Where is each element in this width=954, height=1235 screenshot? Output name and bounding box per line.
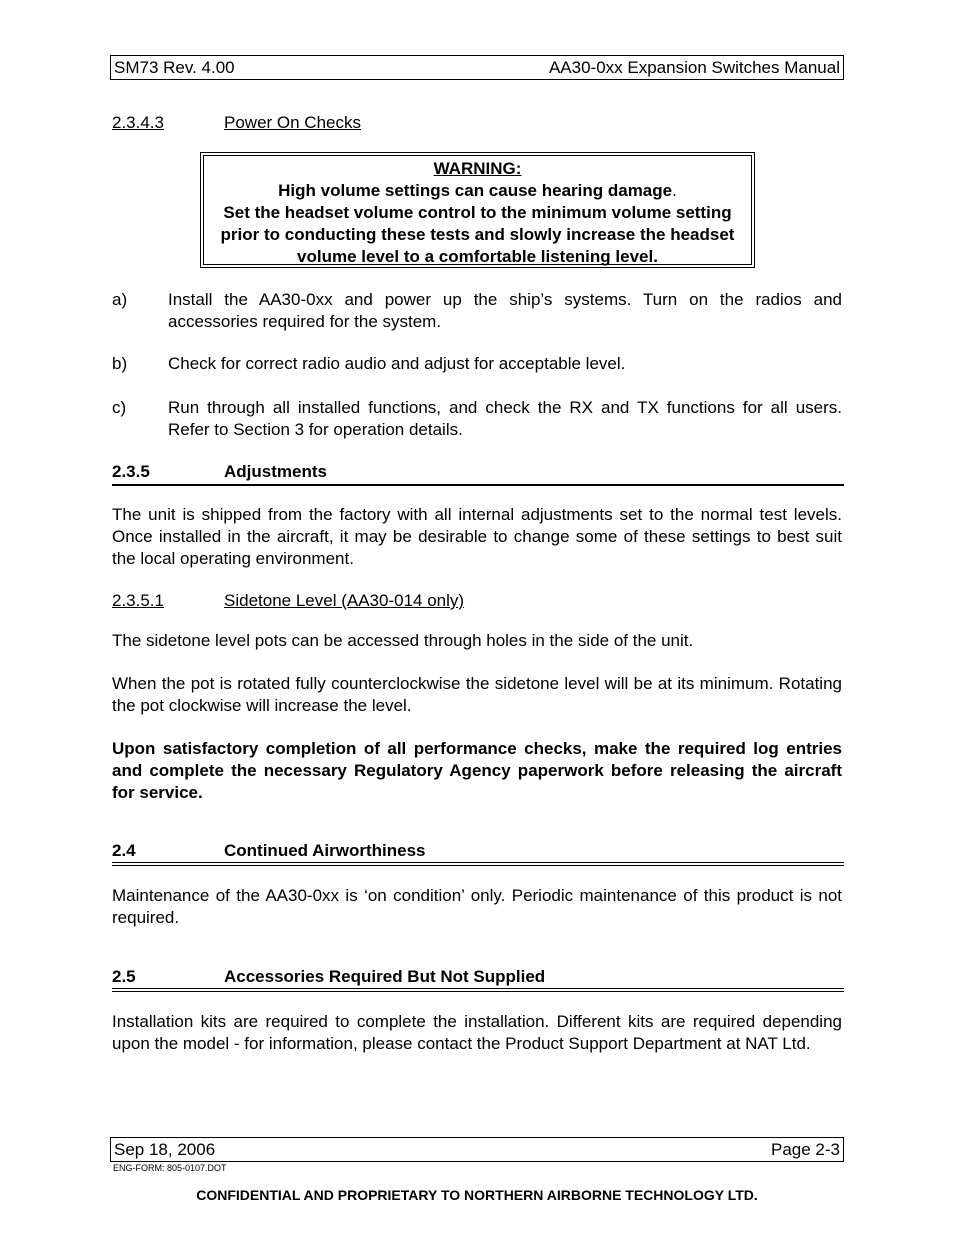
warning-line1: High volume settings can cause hearing damage — [278, 181, 673, 200]
section-number: 2.3.5 — [112, 462, 150, 481]
section-double-rule — [112, 862, 844, 866]
page-header — [110, 55, 844, 80]
section-number: 2.4 — [112, 841, 136, 860]
sidetone-paragraph-1: The sidetone level pots can be accessed through holes in the side of the unit. — [112, 631, 694, 650]
footer-page-number: Page 2-3 — [771, 1139, 840, 1159]
header-doc-id: SM73 Rev. 4.00 — [114, 57, 235, 77]
warning-line2: Set the headset volume control to the minimum volume setting prior to conducting these tests and slowly increase the headset volume level to a comfortable listening level. — [220, 203, 735, 266]
section-number: 2.3.5.1 — [112, 591, 164, 610]
section-rule — [112, 484, 844, 486]
warning-box: WARNING: High volume settings can cause hearing damage. Set the headset volume control to the minimum volume setting prior to conducting these tests and slowly increase the headset volume level to a comfortable listening level. — [200, 152, 755, 268]
section-title: Accessories Required But Not Supplied — [224, 967, 546, 986]
section-title: Adjustments — [224, 462, 327, 481]
section-double-rule — [112, 988, 844, 992]
section-title: Sidetone Level (AA30-014 only) — [224, 591, 465, 610]
form-id: ENG-FORM: 805-0107.DOT — [113, 1163, 227, 1173]
completion-paragraph: Upon satisfactory completion of all performance checks, make the required log entries and complete the necessary Regulatory Agency paperwork before releasing the aircraft for service. — [112, 739, 842, 802]
accessories-paragraph: Installation kits are required to complete the installation. Different kits are required depending upon the model - for information, please contact the Product Support Department at NAT Ltd. — [112, 1012, 842, 1053]
footer-date: Sep 18, 2006 — [114, 1139, 216, 1159]
section-number: 2.5 — [112, 967, 136, 986]
sidetone-paragraph-2: When the pot is rotated fully counterclockwise the sidetone level will be at its minimum. Rotating the pot clockwise will increase the level. — [112, 674, 842, 715]
page-footer — [110, 1137, 844, 1162]
section-title: Power On Checks — [224, 113, 361, 132]
airworthiness-paragraph: Maintenance of the AA30-0xx is ‘on condition’ only. Periodic maintenance of this product is not required. — [112, 886, 842, 927]
warning-title: WARNING: — [433, 159, 522, 178]
confidential-notice: CONFIDENTIAL AND PROPRIETARY TO NORTHERN AIRBORNE TECHNOLOGY LTD. — [196, 1187, 758, 1203]
section-title: Continued Airworthiness — [224, 841, 426, 860]
section-number: 2.3.4.3 — [112, 113, 164, 132]
adjustments-paragraph: The unit is shipped from the factory with all internal adjustments set to the normal test levels. Once installed in the aircraft, it may be desirable to change some of these settings to best suit the local operating environment. — [112, 505, 842, 568]
header-doc-title: AA30-0xx Expansion Switches Manual — [548, 57, 840, 77]
